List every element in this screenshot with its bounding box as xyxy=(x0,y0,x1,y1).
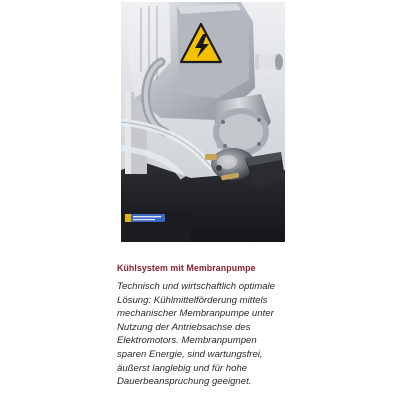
caption-line: Dauerbeanspruchung geeignet. xyxy=(117,376,252,388)
caption-line: äußerst langlebig und für hohe xyxy=(117,362,248,374)
pump-photo-illustration xyxy=(121,2,285,242)
caption-line: Elektromotors. Membranpumpen xyxy=(117,335,257,347)
caption-line: Nutzung der Antriebsachse des xyxy=(117,321,251,333)
caption-line: Lösung: Kühlmittelförderung mittels xyxy=(117,294,268,306)
caption-body xyxy=(117,280,297,389)
caption-line: mechanischer Membranpumpe unter xyxy=(117,308,274,320)
caption-line: sparen Energie, sind wartungsfrei, xyxy=(117,348,263,360)
product-photo xyxy=(121,2,285,242)
caption-line: Technisch und wirtschaftlich optimale xyxy=(117,281,276,292)
caption-title: Kühlsystem mit Membranpumpe xyxy=(117,263,256,273)
feature-caption xyxy=(117,263,297,389)
